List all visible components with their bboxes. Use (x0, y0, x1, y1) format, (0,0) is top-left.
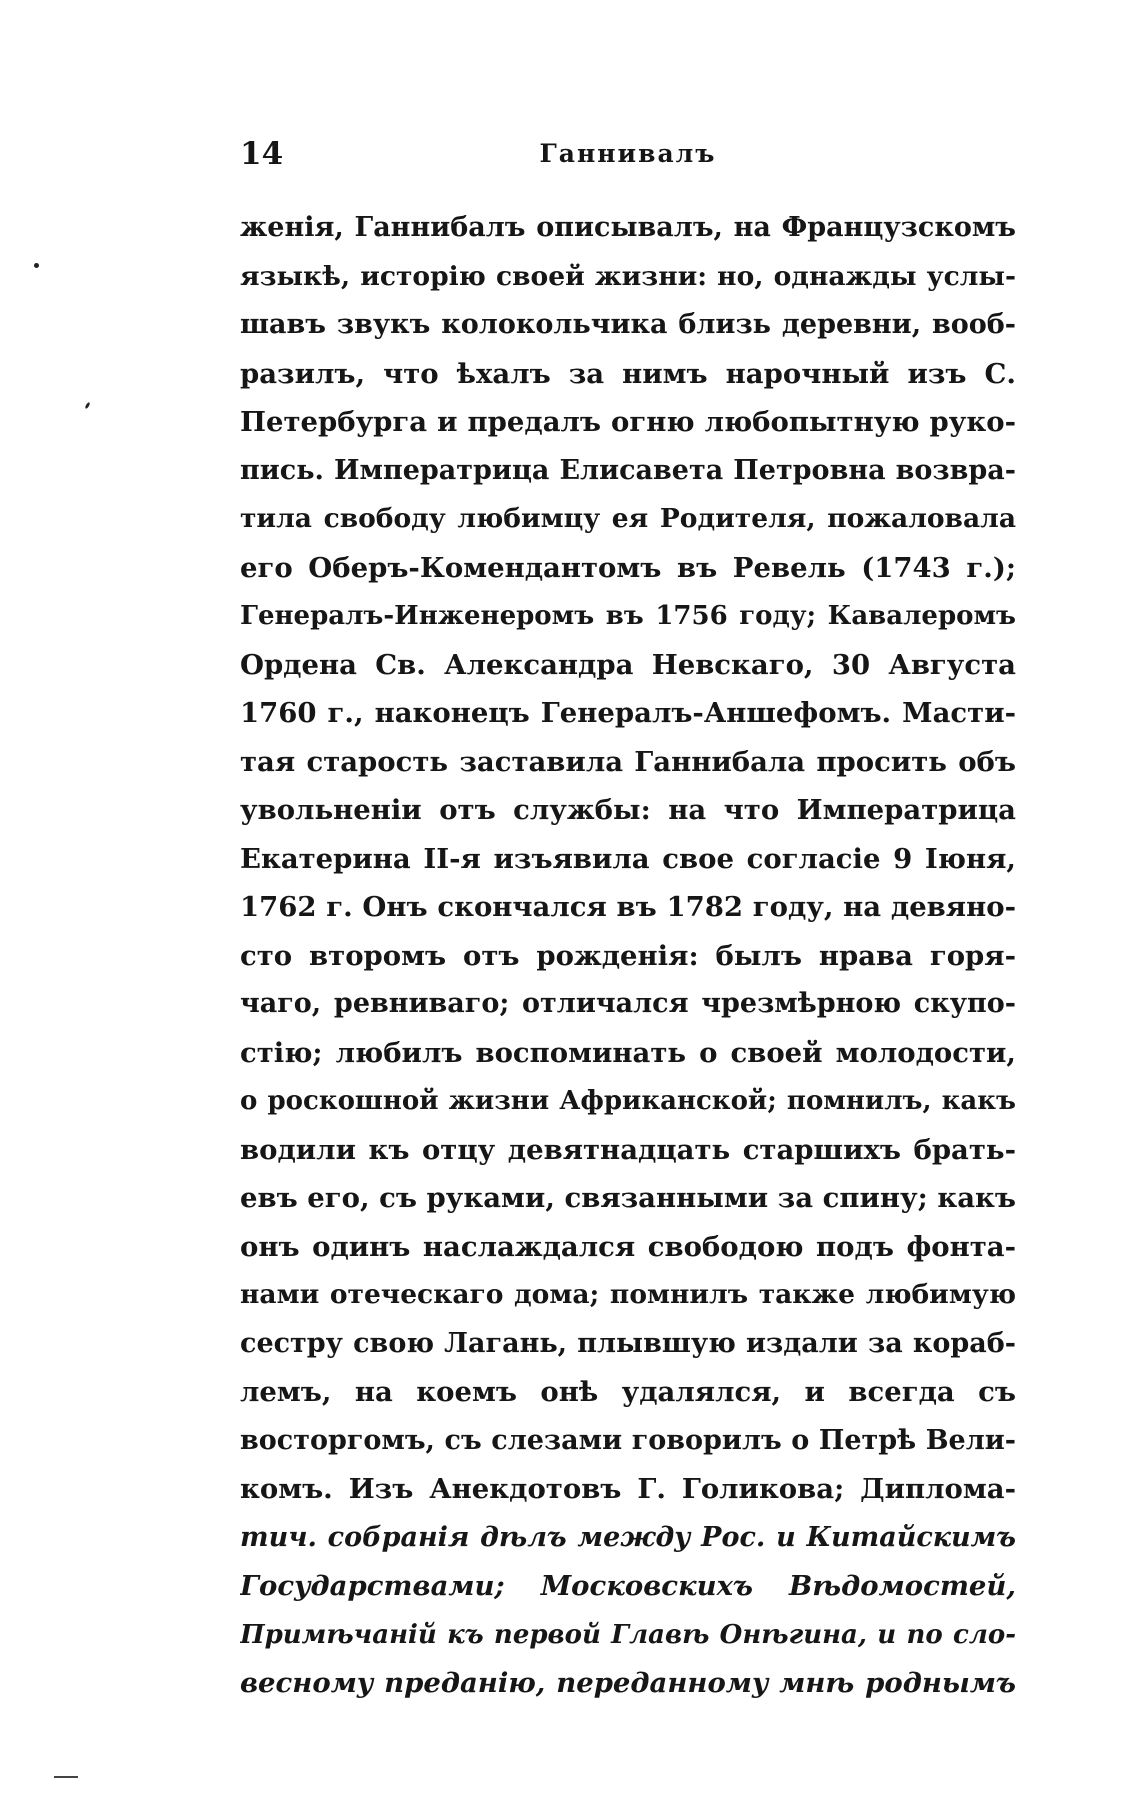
running-head: Ганнивалъ (539, 139, 717, 168)
text-line: его Оберъ-Комендантомъ въ Ревель (1743 г.); (240, 551, 1016, 584)
text-line: онъ одинъ наслаждался свободою подъ фонта- (240, 1230, 1016, 1263)
text-line: женія, Ганнибалъ описывалъ, на Французскомъ (240, 212, 1016, 243)
page-number: 14 (240, 136, 284, 172)
body-text (240, 204, 1016, 1708)
text-line: весному преданію, переданному мнѣ роднымъ (240, 1667, 1016, 1699)
text-line: комъ. Изъ Анекдотовъ Г. Голикова; Диплома- (240, 1473, 1016, 1505)
scan-speck (84, 402, 90, 410)
text-line: евъ его, съ руками, связанными за спину; какъ (240, 1182, 1016, 1214)
text-line: тила свободу любимцу ея Родителя, пожаловала (240, 503, 1016, 534)
text-line: тич. собранія дѣлъ между Рос. и Китайскимъ (240, 1521, 1016, 1553)
text-line: тая старость заставила Ганнибала просить объ (240, 745, 1016, 778)
text-line: Екатерина II-я изъявила свое согласіе 9 Іюня, (240, 842, 1016, 875)
text-line: чаго, ревниваго; отличался чрезмѣрною скупо- (240, 988, 1016, 1019)
text-line: нами отеческаго дома; помнилъ также любимую (240, 1279, 1016, 1310)
text-line: сестру свою Лагань, плывшую издали за кораб- (240, 1327, 1016, 1359)
text-line: Государствами; Московскихъ Вѣдомостей, (240, 1570, 1016, 1602)
text-line: 1762 г. Онъ скончался въ 1782 году, на девяно- (240, 891, 1016, 923)
text-line: Генералъ-Инженеромъ въ 1756 году; Кавалеромъ (240, 601, 1016, 631)
text-line: разилъ, что ѣхалъ за нимъ нарочный изъ С. (240, 357, 1016, 390)
text-line: языкѣ, исторію своей жизни: но, однажды услы- (240, 260, 1016, 292)
text-line: о роскошной жизни Африканской; помнилъ, какъ (240, 1086, 1016, 1116)
scan-speck (34, 263, 39, 268)
text-line: увольненіи отъ службы: на что Императрица (240, 794, 1016, 826)
text-line: стію; любилъ воспоминать о своей молодости, (240, 1036, 1016, 1069)
scan-mark (54, 1776, 78, 1778)
text-line: лемъ, на коемъ онѣ удалялся, и всегда съ (240, 1376, 1016, 1408)
text-line: Ордена Св. Александра Невскаго, 30 Августа (240, 648, 1016, 681)
text-line: 1760 г., наконецъ Генералъ-Аншефомъ. Масти- (240, 697, 1016, 729)
text-line: водили къ отцу девятнадцать старшихъ брать- (240, 1133, 1016, 1166)
text-line: сто второмъ отъ рожденія: былъ нрава горя- (240, 939, 1016, 972)
text-line: восторгомъ, съ слезами говорилъ о Петрѣ Вели- (240, 1424, 1016, 1456)
text-line: Примѣчаній къ первой Главѣ Онѣгина, и по сло- (240, 1619, 1016, 1650)
text-line: Петербурга и предалъ огню любопытную руко- (240, 406, 1016, 438)
page-header (240, 132, 1016, 176)
text-line: шавъ звукъ колокольчика близь деревни, вооб- (240, 309, 1016, 340)
text-line: пись. Императрица Елисавета Петровна возвра- (240, 454, 1016, 486)
